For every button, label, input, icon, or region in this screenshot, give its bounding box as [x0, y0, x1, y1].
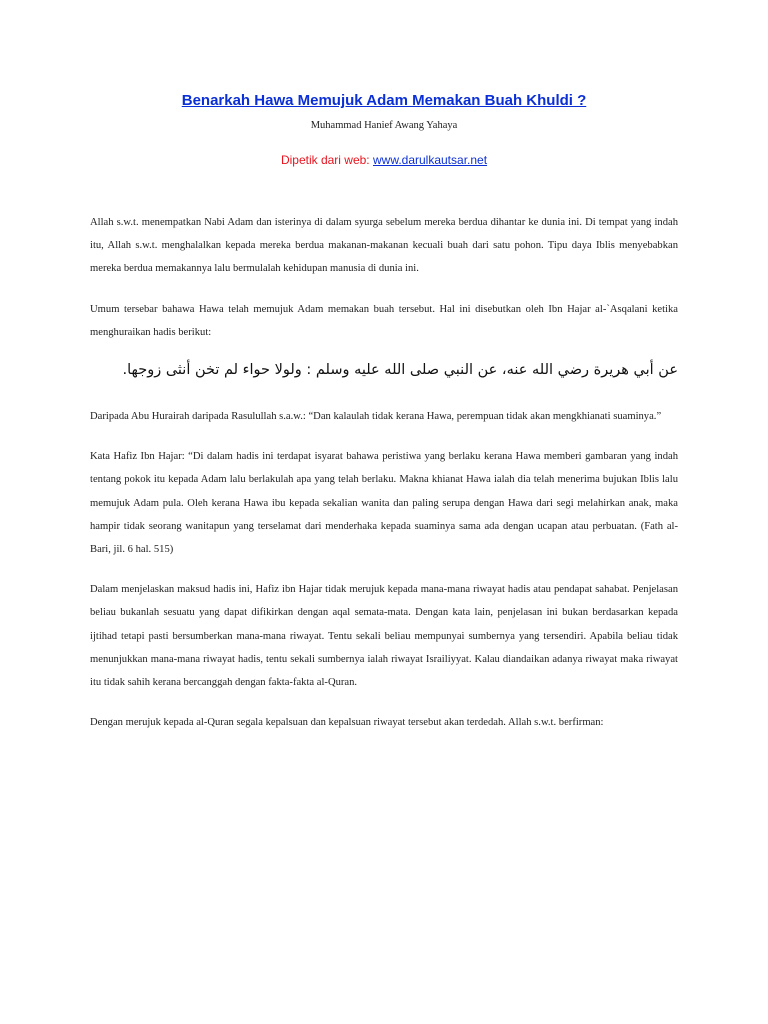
paragraph-hadith-translation: Daripada Abu Hurairah daripada Rasulullah s.a.w.: “Dan kalaulah tidak kerana Hawa, perempuan tidak akan mengkhianati suaminya.” — [90, 411, 662, 423]
paragraph-intro: Allah s.w.t. menempatkan Nabi Adam dan isterinya di dalam syurga sebelum mereka berdua dihantar ke dunia ini. Di tempat yang indah itu, Allah s.w.t. menghalalkan kepada mereka berdua makanan-makanan kecuali buah dari satu pohon. Tipu daya Iblis menyebabkan mereka berdua memakannya lalu bermulalah kehidupan manusia di dunia ini. — [90, 217, 678, 275]
paragraph-common-belief: Umum tersebar bahawa Hawa telah memujuk Adam memakan buah tersebut. Hal ini disebutkan oleh Ibn Hajar al-`Asqalani ketika menghuraikan hadis berikut: — [90, 303, 678, 338]
document-page — [90, 92, 678, 734]
paragraph-explanation: Dalam menjelaskan maksud hadis ini, Hafiz ibn Hajar tidak merujuk kepada mana-mana riwayat hadis atau pendapat sahabat. Penjelasan beliau bukanlah sesuatu yang dapat difikirkan dengan aqal semata-mata. Dengan kata lain, penjelasan ini bukan berdasarkan kepada ijtihad tetapi pasti bersumberkan mana-mana riwayat. Tentu sekali beliau mempunyai sumbernya yang tersendiri. Apabila beliau tidak menunjukkan mana-mana riwayat hadis, tentu sekali sumbernya ialah riwayat Israiliyyat. Kalau diandaikan adanya riwayat maka riwayat itu tidak sahih kerana bercanggah dengan fakta-fakta al-Quran. — [90, 584, 678, 689]
arabic-hadith: عن أبي هريرة رضي الله عنه، عن النبي صلى الله عليه وسلم : ولولا حواء لم تخن أنثى زوجها. — [122, 362, 678, 379]
source-label: Dipetik dari web: — [280, 153, 373, 167]
document-author: Muhammad Hanief Awang Yahaya — [310, 120, 458, 131]
paragraph-quran-reference: Dengan merujuk kepada al-Quran segala kepalsuan dan kepalsuan riwayat tersebut akan terdedah. Allah s.w.t. berfirman: — [90, 717, 604, 729]
document-title: Benarkah Hawa Memujuk Adam Memakan Buah Khuldi ? — [181, 92, 587, 109]
source-link[interactable]: www.darulkautsar.net — [372, 153, 488, 167]
paragraph-ibn-hajar-quote: Kata Hafiz Ibn Hajar: “Di dalam hadis ini terdapat isyarat bahawa peristiwa yang berlaku kerana Hawa memberi gambaran yang indah tentang pokok itu kepada Adam lalu berlakulah apa yang telah berlaku. Makna khianat Hawa ialah dia telah menerima bujukan Iblis lalu memujuk Adam pula. Oleh kerana Hawa ibu kepada sekalian wanita dan paling serupa dengan Hawa dari segi melahirkan anak, maka hampir tidak seorang wanitapun yang terselamat dari menderhaka kepada suaminya sama ada dengan ucapan atau perbuatan. (Fath al-Bari, jil. 6 hal. 515) — [90, 451, 678, 556]
source-line — [90, 153, 678, 167]
